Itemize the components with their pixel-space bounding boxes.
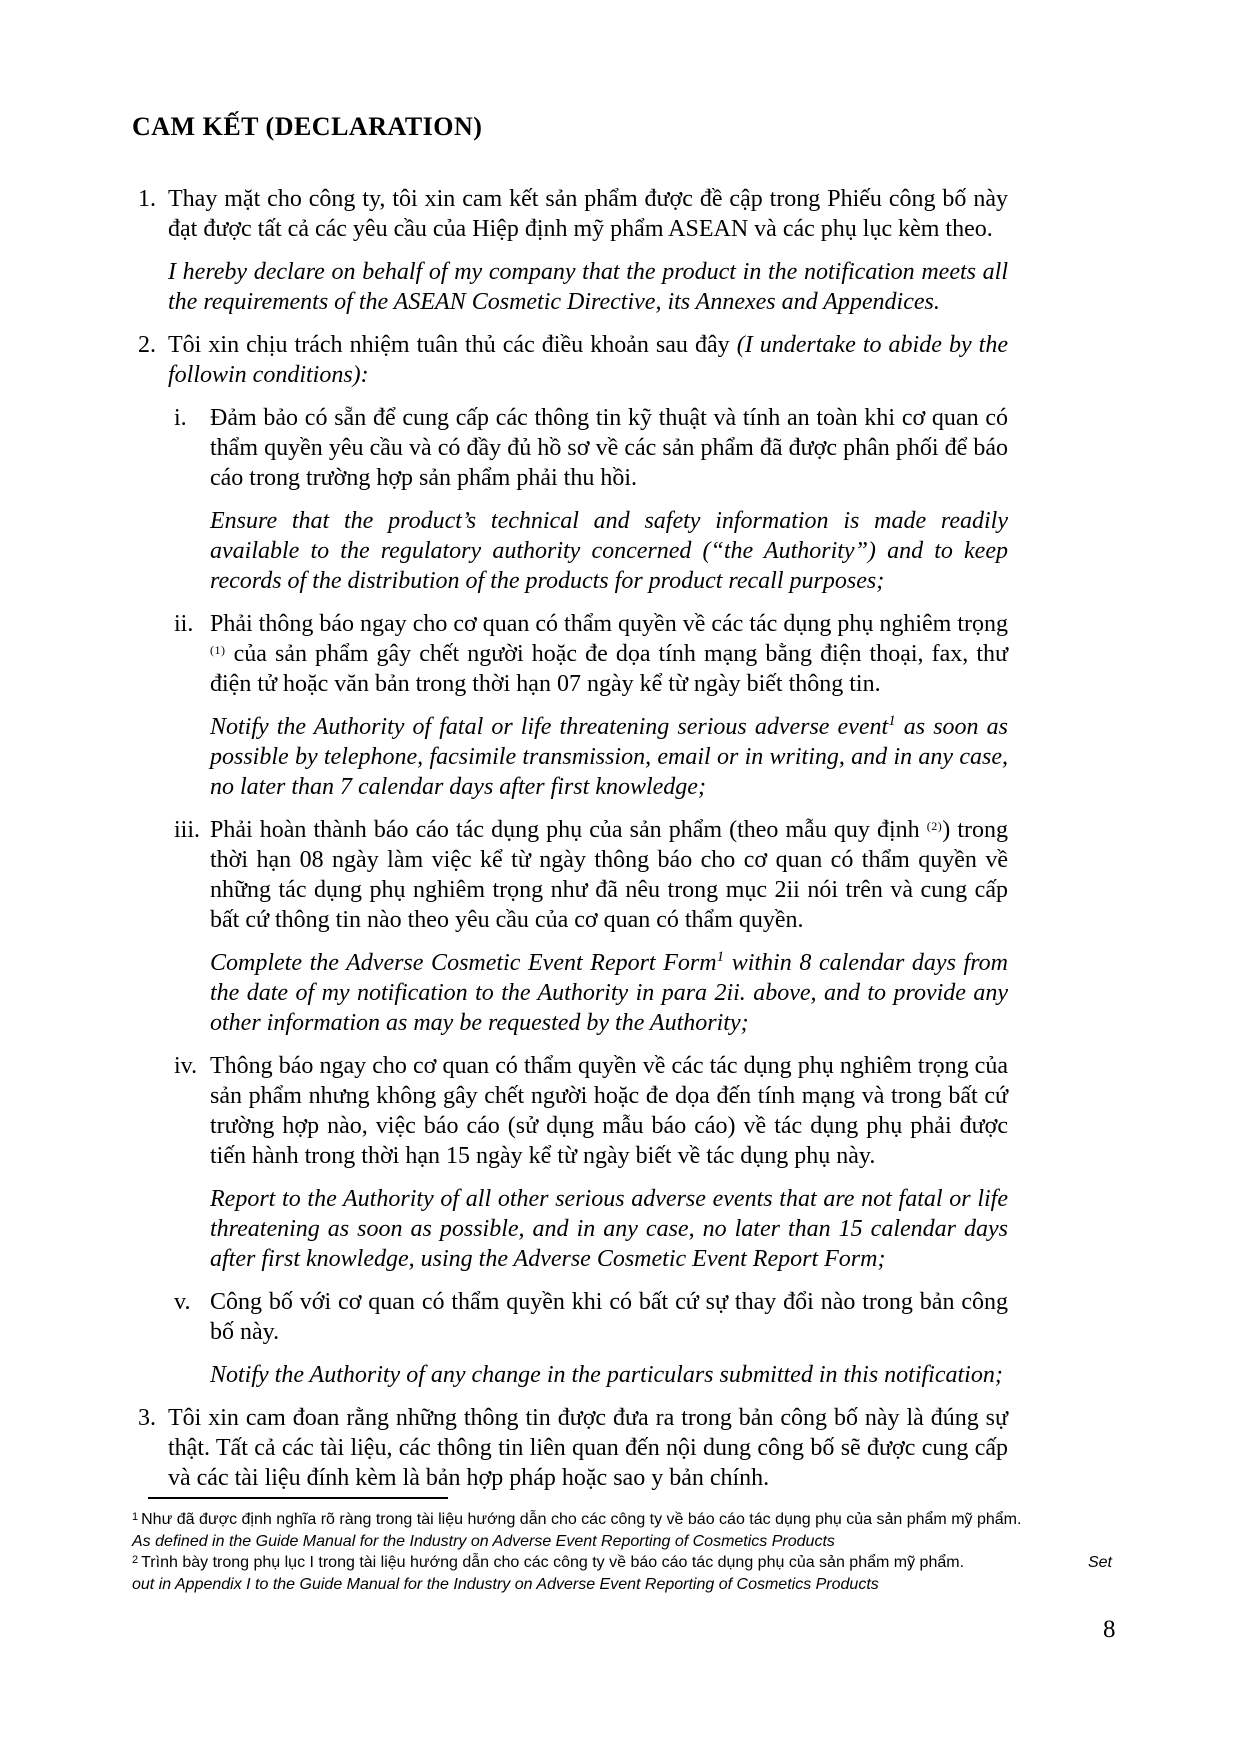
footnote-1-vi-text: Như đã được định nghĩa rõ ràng trong tài liệu hướng dẫn cho các công ty về báo cáo tác dụng phụ của sản phẩm mỹ phẩm. bbox=[141, 1511, 1022, 1528]
footnote-2-vietnamese bbox=[132, 1552, 1112, 1574]
footnote-2-set-word: Set bbox=[1087, 1554, 1112, 1571]
item-2-marker: 2. bbox=[138, 332, 156, 358]
subitem-ii-vi-text-post: của sản phẩm gây chết người hoặc đe dọa tính mạng bằng điện thoại, fax, thư điện tử hoặc văn bản trong thời hạn 07 ngày kể từ ngày biết thông tin. bbox=[210, 641, 1008, 697]
subitem-ii-marker: ii. bbox=[174, 611, 194, 637]
subitem-iv-vi-text: Thông báo ngay cho cơ quan có thẩm quyền về các tác dụng phụ nghiêm trọng của sản phẩm nhưng không gây chết người hoặc đe dọa đến tính mạng và trong bất cứ trường hợp nào, việc báo cáo (sử dụng mẫu báo cáo) về tác dụng phụ phải được tiến hành trong thời hạn 15 ngày kể từ ngày biết về tác dụng phụ này. bbox=[210, 1053, 1008, 1169]
subitem-i-english bbox=[132, 506, 1008, 596]
footnote-ref-1-en-2: 1 bbox=[716, 949, 725, 965]
footnote-ref-2: (2) bbox=[926, 819, 943, 833]
subitem-iv-marker: iv. bbox=[174, 1053, 198, 1079]
footnote-2-vi-wrap bbox=[132, 1552, 964, 1574]
subitem-v-vi-text: Công bố với cơ quan có thẩm quyền khi có bất cứ sự thay đổi nào trong bản công bố này. bbox=[210, 1289, 1008, 1345]
subitem-v-en-text: Notify the Authority of any change in the particulars submitted in this notification; bbox=[210, 1362, 1003, 1388]
subitem-iii-vi-text-pre: Phải hoàn thành báo cáo tác dụng phụ của sản phẩm (theo mẫu quy định bbox=[210, 817, 927, 843]
item-1-vietnamese bbox=[132, 184, 1008, 244]
subitem-iv-vietnamese bbox=[132, 1051, 1008, 1171]
subitem-ii-en-text-pre: Notify the Authority of fatal or life threatening serious adverse event bbox=[210, 714, 889, 740]
subitem-v-marker: v. bbox=[174, 1289, 191, 1315]
item-2-en-inline: (I undertake to abide by the followin conditions): bbox=[168, 332, 1008, 388]
subitem-v-vietnamese bbox=[132, 1287, 1008, 1347]
footnote-2-english bbox=[132, 1574, 1112, 1596]
subitem-v-english bbox=[132, 1360, 1008, 1390]
item-1-english bbox=[132, 257, 1008, 317]
subitem-ii-vietnamese bbox=[132, 609, 1008, 699]
item-1-vi-text: Thay mặt cho công ty, tôi xin cam kết sản phẩm được đề cập trong Phiếu công bố này đạt được tất cả các yêu cầu của Hiệp định mỹ phẩm ASEAN và các phụ lục kèm theo. bbox=[168, 186, 1008, 242]
item-2-lead bbox=[132, 330, 1008, 390]
footnote-2-vi-text: Trình bày trong phụ lục I trong tài liệu hướng dẫn cho các công ty về báo cáo tác dụng phụ của sản phẩm mỹ phẩm. bbox=[141, 1554, 965, 1571]
subitem-iii-en-text-pre: Complete the Adverse Cosmetic Event Report Form bbox=[210, 950, 717, 976]
subitem-i-en-text: Ensure that the product’s technical and safety information is made readily available to the regulatory authority concerned (“the Authority”) and to keep records of the distribution of the products for product recall purposes; bbox=[210, 508, 1008, 594]
page-title: CAM KẾT (DECLARATION) bbox=[132, 112, 483, 141]
footnotes-section bbox=[132, 1497, 1112, 1595]
item-2-vi-text: Tôi xin chịu trách nhiệm tuân thủ các điều khoản sau đây bbox=[168, 332, 737, 358]
subitem-iii-en-text-post: within 8 calendar days from the date of my notification to the Authority in para 2ii. above, and to provide any other information as may be requested by the Authority; bbox=[210, 950, 1008, 1036]
footnote-2-en-text: out in Appendix I to the Guide Manual for the Industry on Adverse Event Reporting of Cosmetics Products bbox=[132, 1575, 879, 1593]
subitem-iv-english bbox=[132, 1184, 1008, 1274]
footnote-1-marker: 1 bbox=[132, 1511, 139, 1523]
item-3-vietnamese bbox=[132, 1403, 1008, 1493]
page-number: 8 bbox=[1103, 1616, 1116, 1643]
document-body bbox=[132, 112, 1008, 1506]
item-1-marker: 1. bbox=[138, 186, 156, 212]
subitem-ii-vi-text-pre: Phải thông báo ngay cho cơ quan có thẩm quyền về các tác dụng phụ nghiêm trọng bbox=[210, 611, 1008, 637]
item-3-marker: 3. bbox=[138, 1405, 156, 1431]
footnote-1-en-text: As defined in the Guide Manual for the Industry on Adverse Event Reporting of Cosmetics Products bbox=[132, 1532, 835, 1550]
subitem-iii-marker: iii. bbox=[174, 817, 201, 843]
footnote-1-vietnamese bbox=[132, 1509, 1112, 1531]
footnote-ref-1: (1) bbox=[210, 643, 226, 657]
subitem-i-vi-text: Đảm bảo có sẵn để cung cấp các thông tin kỹ thuật và tính an toàn khi cơ quan có thẩm quyền yêu cầu và có đầy đủ hồ sơ về các sản phẩm đã được phân phối để báo cáo trong trường hợp sản phẩm phải thu hồi. bbox=[210, 405, 1008, 491]
subitem-iii-vietnamese bbox=[132, 815, 1008, 935]
subitem-ii-en-text-post: as soon as possible by telephone, facsimile transmission, email or in writing, and in any case, no later than 7 calendar days after first knowledge; bbox=[210, 714, 1008, 800]
footnote-separator-rule bbox=[148, 1497, 448, 1499]
item-3-vi-text: Tôi xin cam đoan rằng những thông tin được đưa ra trong bản công bố này là đúng sự thật. Tất cả các tài liệu, các thông tin liên quan đến nội dung công bố sẽ được cung cấp và các tài liệu đính kèm là bản hợp pháp hoặc sao y bản chính. bbox=[168, 1405, 1008, 1491]
subitem-ii-english bbox=[132, 712, 1008, 802]
item-1-en-text: I hereby declare on behalf of my company that the product in the notification meets all the requirements of the ASEAN Cosmetic Directive, its Annexes and Appendices. bbox=[168, 259, 1008, 315]
subitem-iv-en-text: Report to the Authority of all other serious adverse events that are not fatal or life threatening as soon as possible, and in any case, no later than 15 calendar days after first knowledge, using the Adverse Cosmetic Event Report Form; bbox=[210, 1186, 1008, 1272]
subitem-i-vietnamese bbox=[132, 403, 1008, 493]
subitem-iii-english bbox=[132, 948, 1008, 1038]
footnote-ref-1-en: 1 bbox=[888, 713, 896, 729]
subitem-iii-vi-text-post: ) trong thời hạn 08 ngày làm việc kể từ ngày thông báo cho cơ quan có thẩm quyền về những tác dụng phụ nghiêm trọng như đã nêu trong mục 2ii nói trên và cung cấp bất cứ thông tin nào theo yêu cầu của cơ quan có thẩm quyền. bbox=[210, 817, 1008, 933]
footnote-2-marker: 2 bbox=[132, 1554, 139, 1566]
subitem-i-marker: i. bbox=[174, 405, 187, 431]
footnote-1-english bbox=[132, 1531, 1112, 1553]
